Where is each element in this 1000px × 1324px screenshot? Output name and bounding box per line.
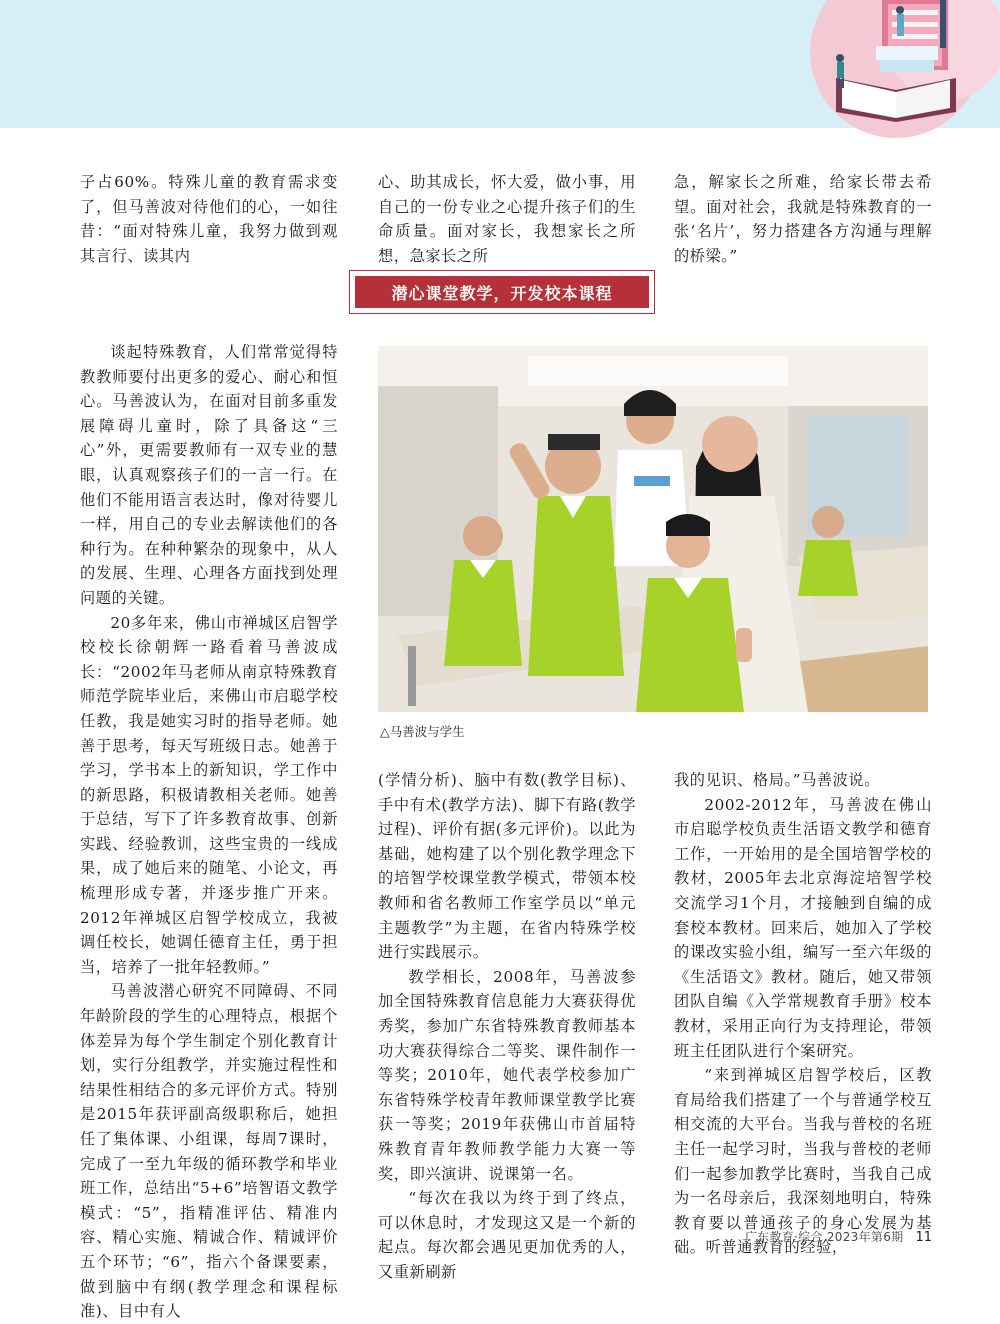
page-footer: [700, 1226, 932, 1245]
paragraph: 心、助其成长，怀大爱，做小事，用自己的一份专业之心提升孩子们的生命质量。面对家长，我想家长之所想，急家长之所: [378, 173, 636, 265]
paragraph: 20多年来，佛山市禅城区启智学校校长徐朝辉一路看着马善波成长：“2002年马老师从南京特殊教育师范学院毕业后，来佛山市启聪学校任教，我是她实习时的指导老师。她善于思考，每天写班级日志。她善于学习，学书本上的新知识，学工作中的新思路，积极请教相关老师。她善于总结，写下了许多教育故事、创新实践、经验教训，这些宝贵的一线成果，成了她后来的随笔、小论文，再梳理形成专著，并逐步推广开来。2012年禅城区启智学校成立，我被调任校长，她调任德育主任，勇于担当，培养了一批年轻教师。”: [80, 613, 338, 976]
paragraph: 我的见识、格局。”马善波说。: [674, 771, 881, 789]
classroom-photo: [378, 346, 928, 712]
top-text-column-1: [80, 170, 338, 265]
top-text-column-3: [674, 170, 932, 265]
middle-text-column: [378, 768, 636, 1281]
section-heading: 潜心课堂教学，开发校本课程: [355, 276, 649, 308]
paragraph: 2002-2012年，马善波在佛山市启聪学校负责生活语文教学和德育工作，一开始用的是全国培智学校的教材，2005年去北京海淀培智学校交流学习1个月，才接触到自编的成套校本教材。回来后，她加入了学校的课改实验小组，编写一至六年级的《生活语文》教材。随后，她又带领团队自编《入学常规教育手册》校本教材，采用正向行为支持理论，带领班主任团队进行个案研究。: [674, 795, 932, 1060]
paragraph: “每次在我以为终于到了终点，可以休息时，才发现这又是一个新的起点。每次都会遇见更加优秀的人，又重新刷新: [378, 1189, 636, 1281]
paragraph: 谈起特殊教育，人们常常觉得特教教师要付出更多的爱心、耐心和恒心。马善波认为，在面对目前多重发展障碍儿童时，除了具备这“三心”外，更需要教师有一双专业的慧眼，认真观察孩子们的一言一行。在他们不能用语言表达时，像对待婴儿一样，用自己的专业去解读他们的各种行为。在种种繁杂的现象中，从人的发展、生理、心理各方面找到处理问题的关键。: [80, 343, 338, 607]
paragraph: 子占60%。特殊儿童的教育需求变了，但马善波对待他们的心，一如往昔：“面对特殊儿童，我努力做到观其言行、读其内: [80, 173, 338, 265]
publication-info: 广东教育·综合 2023年第6期: [744, 1230, 904, 1244]
photo-caption: △马善波与学生: [380, 724, 465, 739]
paragraph: (学情分析)、脑中有数(教学目标)、手中有术(教学方法)、脚下有路(教学过程)、评价有据(多元评价)。以此为基础，她构建了以个别化教学理念下的培智学校课堂教学模式，带领本校教师和省名教师工作室学员以“单元主题教学”为主题，在省内特殊学校进行实践展示。: [378, 771, 636, 962]
top-text-column-2: [378, 170, 636, 265]
page-number: 11: [915, 1230, 932, 1245]
paragraph: “来到禅城区启智学校后，区教育局给我们搭建了一个与普通学校互相交流的大平台。当我与普校的名班主任一起学习时，当我与普校的老师们一起参加教学比赛时，当我自己成为一名母亲后，我深刻地明白，特殊教育要以普通孩子的身心发展为基础。听普通教育的经验，: [674, 1066, 932, 1257]
section-heading-frame: [349, 270, 655, 314]
paragraph: 急，解家长之所难，给家长带去希望。面对社会，我就是特殊教育的一张‘名片’，努力搭建各方沟通与理解的桥梁。”: [674, 173, 932, 265]
book-illustration-icon: [796, 0, 1000, 128]
left-text-column: [80, 340, 338, 1321]
right-text-column: [674, 768, 932, 1255]
paragraph: 教学相长，2008年，马善波参加全国特殊教育信息能力大赛获得优秀奖，参加广东省特殊教育教师基本功大赛获得综合二等奖、课件制作一等奖；2010年，她代表学校参加广东省特殊学校青年教师课堂教学比赛获一等奖；2019年获佛山市首届特殊教育青年教师教学能力大赛一等奖，即兴演讲、说课第一名。: [378, 967, 636, 1183]
paragraph: 马善波潜心研究不同障碍、不同年龄阶段的学生的心理特点，根据个体差异为每个学生制定个别化教育计划，实行分组教学，并实施过程性和结果性相结合的多元评价方式。特别是2015年获评副高级职称后，她担任了集体课、小组课，每周7课时，完成了一至九年级的循环教学和毕业班工作，总结出“5+6”培智语文教学模式：“5”，指精准评估、精准内容、精心实施、精诚合作、精诚评价五个环节；“6”，指六个备课要素，做到脑中有纲(教学理念和课程标准)、目中有人: [80, 982, 338, 1321]
